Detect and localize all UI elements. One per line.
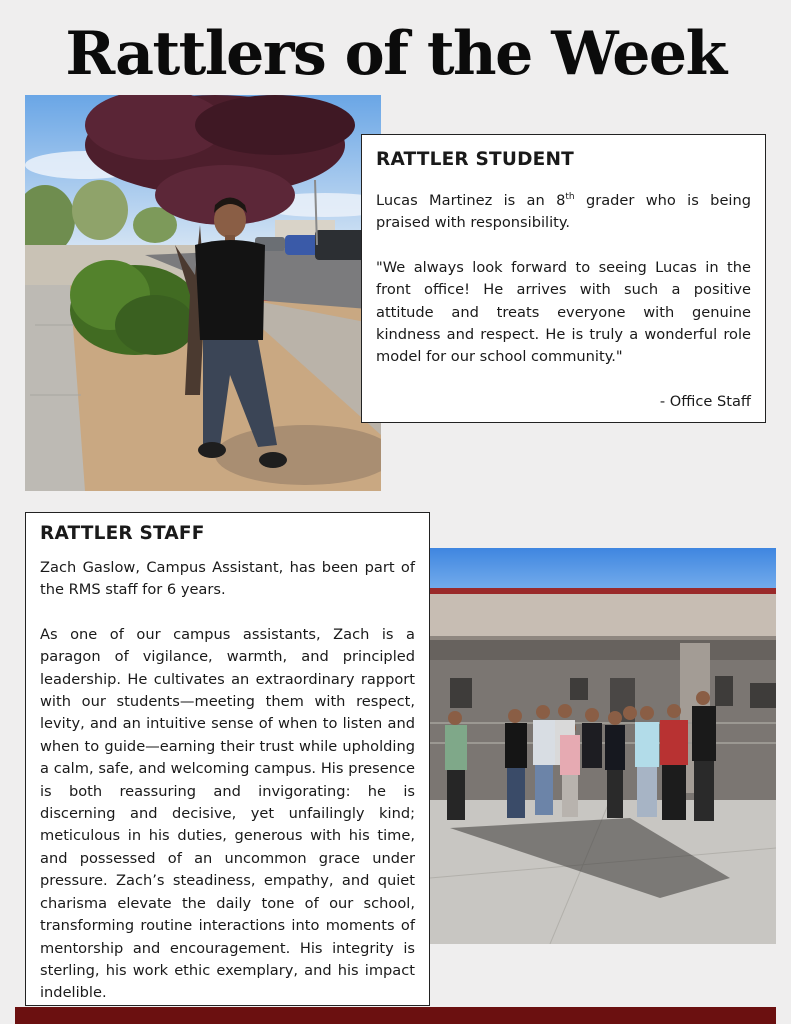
student-intro: Lucas Martinez is an 8th grader who is being praised with responsibility.	[376, 192, 751, 232]
staff-group-photo	[430, 548, 776, 944]
footer-bar	[15, 1007, 776, 1024]
rattler-student-card	[361, 134, 766, 423]
staff-heading: RATTLER STAFF	[40, 523, 205, 544]
student-signature: - Office Staff	[659, 392, 751, 410]
rattler-staff-card	[25, 512, 430, 1006]
staff-body: As one of our campus assistants, Zach is a paragon of vigilance, warmth, and principled leadership. He cultivates an extraordinary rapport with our students—meeting them with respect, levity, and an intuitive sense of when to listen and when to guide—earning their trust while upholding a calm, safe, and welcoming campus. His presence is both reassuring and invigorating: he is discerning and decisive, yet unfailingly kind; meticulous in his duties, generous with his time, and possessed of an uncommon grace under pressure. Zach’s steadiness, empathy, and quiet charisma elevate the daily tone of our school, transforming routine interactions into moments of mentorship and encouragement. His integrity is sterling, his work ethic exemplary, and his impact indelible.	[40, 625, 415, 1002]
student-quote: "We always look forward to seeing Lucas in the front office! He arrives with such a positive attitude and treats everyone with genuine kindness and respect. He is truly a wonderful role model for our school community."	[376, 258, 751, 366]
student-heading: RATTLER STUDENT	[376, 149, 574, 170]
page-title: Rattlers of the Week	[65, 19, 726, 89]
student-photo	[25, 95, 381, 491]
staff-intro: Zach Gaslow, Campus Assistant, has been part of the RMS staff for 6 years.	[40, 559, 415, 599]
